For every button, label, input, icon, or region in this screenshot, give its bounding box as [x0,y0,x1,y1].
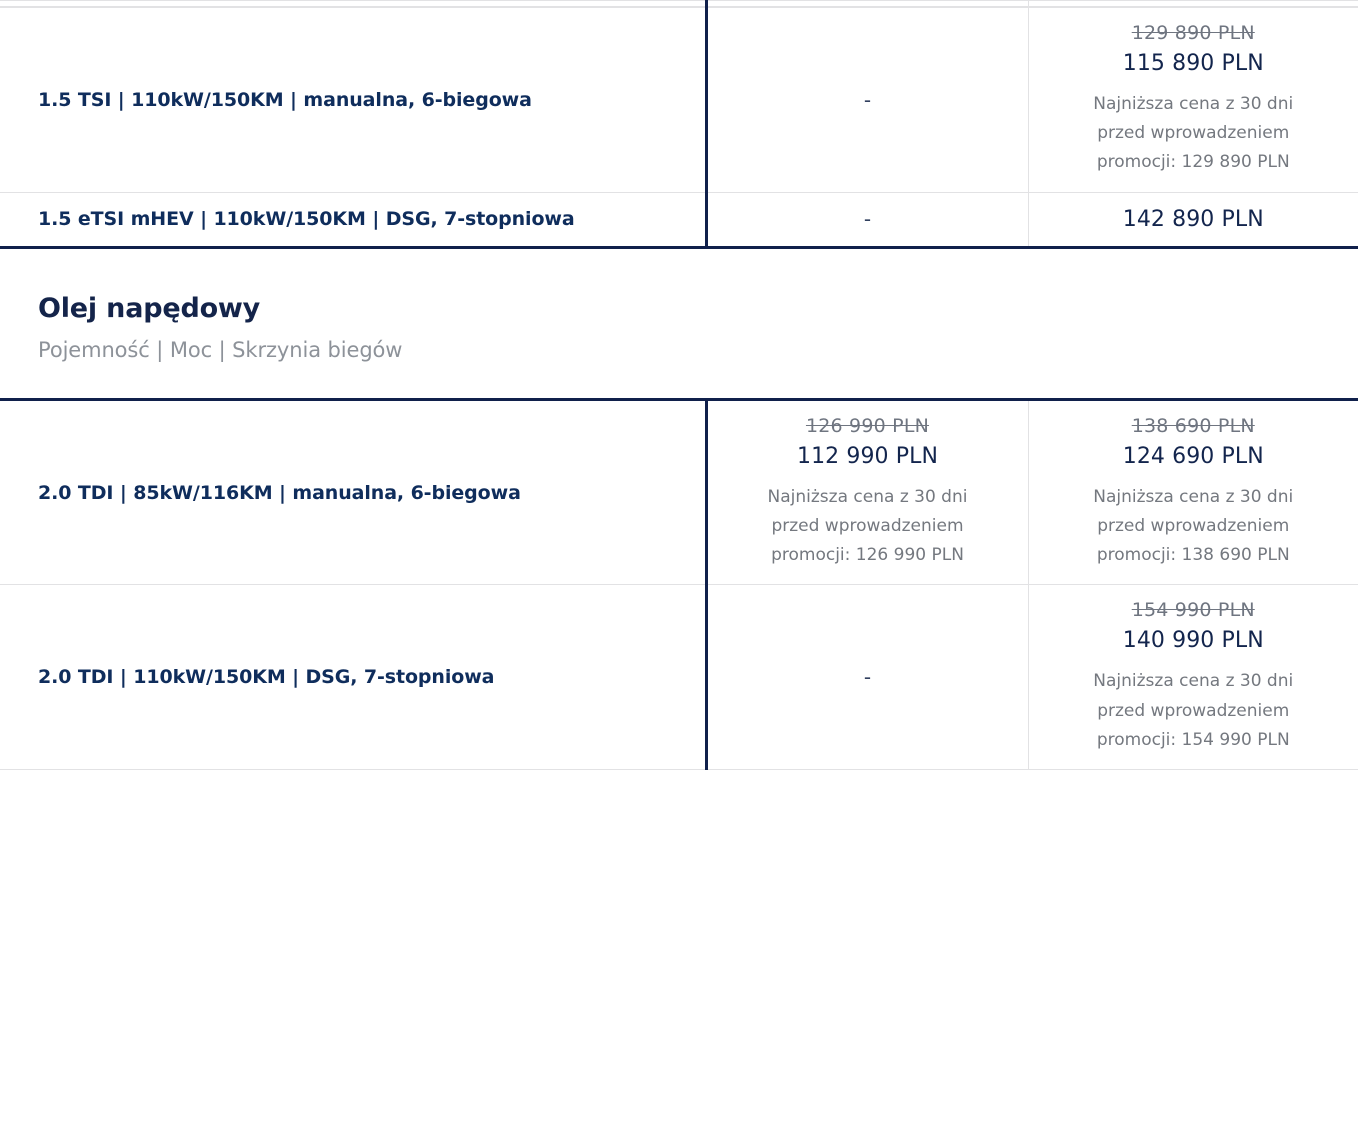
price-cell-plain [1028,192,1358,247]
value-dash: - [863,87,872,112]
table-top-stub [0,0,1358,7]
value-dash: - [863,207,872,232]
section-subtitle: Pojemność | Moc | Skrzynia biegów [38,337,403,362]
price-cell-promo [1028,8,1358,193]
table-row [0,192,1358,247]
old-price: 126 990 PLN [805,414,930,437]
price-cell-standard [706,585,1028,770]
lowest-price-note: Najniższa cena z 30 dni przed wprowadzeniem promocji: 129 890 PLN [1093,94,1294,173]
new-price: 142 890 PLN [1122,206,1264,232]
price-table-diesel [0,398,1358,770]
price-cell-promo [706,399,1028,585]
price-table-petrol [0,7,1358,249]
lowest-price-note: Najniższa cena z 30 dni przed wprowadzeniem promocji: 126 990 PLN [767,486,968,566]
engine-label: 1.5 TSI | 110kW/150KM | manualna, 6-biegowa [0,8,706,193]
value-dash: - [863,665,872,690]
old-price: 129 890 PLN [1131,22,1255,44]
lowest-price-note: Najniższa cena z 30 dni przed wprowadzeniem promocji: 138 690 PLN [1093,486,1294,566]
old-price: 138 690 PLN [1131,414,1255,437]
price-cell-standard [706,8,1028,193]
engine-label: 2.0 TDI | 110kW/150KM | DSG, 7-stopniowa [0,585,706,770]
cell-price-last-partial [1028,1,1358,7]
new-price: 115 890 PLN [1122,51,1264,76]
price-cell-promo [1028,399,1358,585]
spacer [0,362,1358,398]
new-price: 124 690 PLN [1122,443,1264,469]
cell-engine-partial [0,1,706,7]
cell-price-mid-partial [706,1,1028,7]
price-cell-promo [1028,585,1358,770]
table-row [0,399,1358,585]
old-price: 154 990 PLN [1131,599,1255,622]
table-row [0,585,1358,770]
engine-label: 1.5 eTSI mHEV | 110kW/150KM | DSG, 7-stopniowa [0,192,706,247]
table-row-partial [0,1,1358,7]
engine-label: 2.0 TDI | 85kW/116KM | manualna, 6-biegowa [0,399,706,585]
new-price: 140 990 PLN [1122,628,1264,654]
price-cell-standard [706,192,1028,247]
table-row [0,8,1358,193]
lowest-price-note: Najniższa cena z 30 dni przed wprowadzeniem promocji: 154 990 PLN [1093,671,1294,750]
section-header-diesel [0,249,1358,362]
new-price: 112 990 PLN [796,443,939,469]
section-title: Olej napędowy [38,292,261,324]
